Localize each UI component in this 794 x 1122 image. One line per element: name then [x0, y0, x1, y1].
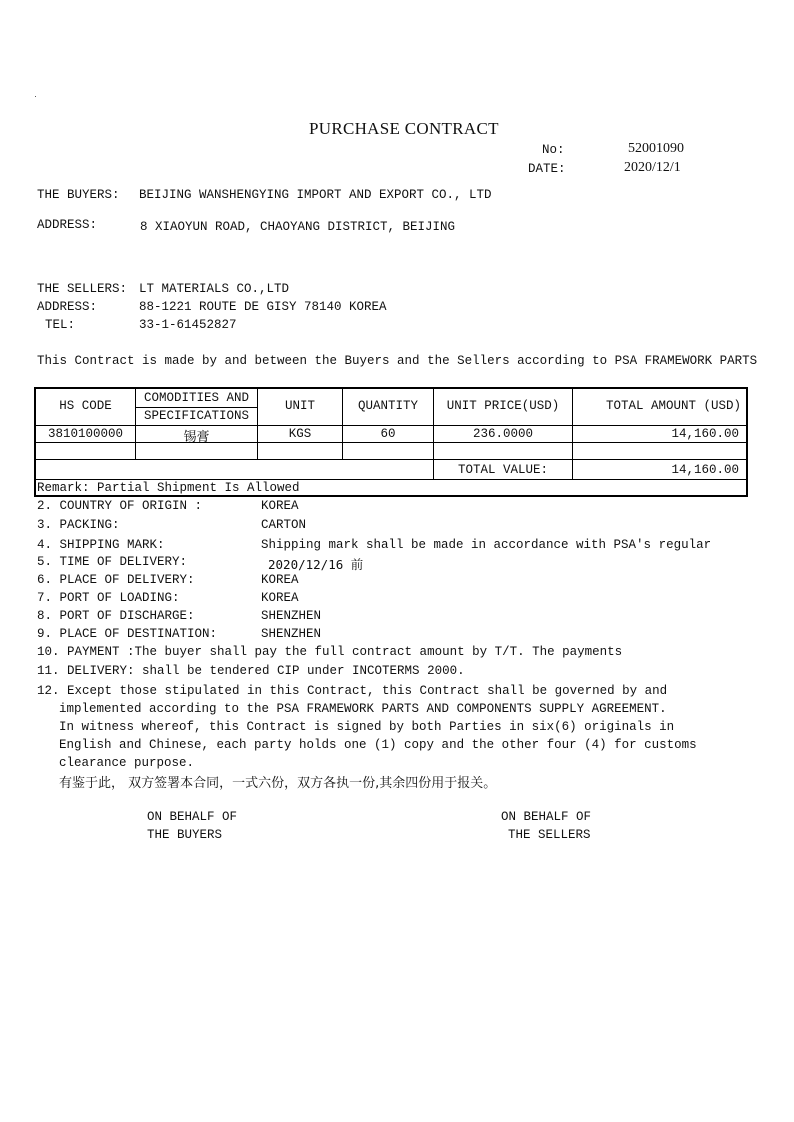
- page-title: PURCHASE CONTRACT: [309, 119, 499, 138]
- term-delivery-time-label: 5. TIME OF DELIVERY:: [37, 555, 188, 569]
- term-packing-value: CARTON: [261, 518, 307, 532]
- term-destination-label: 9. PLACE OF DESTINATION:: [37, 627, 218, 641]
- term-discharge-port-label: 8. PORT OF DISCHARGE:: [37, 609, 195, 623]
- clause-12-line2: implemented according to the PSA FRAMEWORK PARTS AND COMPONENTS SUPPLY AGREEMENT.: [59, 702, 667, 716]
- signature-buyers-line2: THE BUYERS: [147, 828, 223, 842]
- row-unit: KGS: [288, 427, 312, 441]
- signature-sellers-line2: THE SELLERS: [508, 828, 591, 842]
- term-loading-port-label: 7. PORT OF LOADING:: [37, 591, 180, 605]
- term-loading-port-value: KOREA: [261, 591, 299, 605]
- table-rule: [36, 479, 746, 480]
- header-split-rule: [136, 407, 257, 408]
- term-discharge-port-value: SHENZHEN: [261, 609, 322, 623]
- signature-sellers-line1: ON BEHALF OF: [501, 810, 592, 824]
- term-delivery-place-label: 6. PLACE OF DELIVERY:: [37, 573, 195, 587]
- buyers-name: BEIJING WANSHENGYING IMPORT AND EXPORT CO., LTD: [139, 188, 492, 202]
- sellers-tel: 33-1-61452827: [139, 318, 237, 332]
- table-rule: [36, 459, 746, 460]
- clause-12-chinese: 有鉴于此， 双方签署本合同，一式六份，双方各执一份,其余四份用于报关。: [59, 776, 497, 791]
- term-packing-label: 3. PACKING:: [37, 518, 120, 532]
- header-unit: UNIT: [284, 399, 315, 413]
- remark: Remark: Partial Shipment Is Allowed: [37, 481, 300, 495]
- sellers-label: THE SELLERS:: [37, 282, 128, 296]
- header-total-amount: TOTAL AMOUNT (USD): [605, 399, 741, 413]
- buyers-address: 8 XIAOYUN ROAD, CHAOYANG DISTRICT, BEIJING: [140, 220, 456, 234]
- total-value: 14,160.00: [671, 463, 739, 477]
- row-total-amount: 14,160.00: [671, 427, 739, 441]
- term-delivery-place-value: KOREA: [261, 573, 299, 587]
- term-shipping-mark-value: Shipping mark shall be made in accordance with PSA's regular: [261, 538, 712, 552]
- row-commodity: 锡膏: [183, 430, 210, 445]
- date-label: DATE:: [528, 162, 566, 176]
- contract-no-value: 52001090: [628, 141, 684, 156]
- row-hs-code: 3810100000: [47, 427, 123, 441]
- term-shipping-mark-label: 4. SHIPPING MARK:: [37, 538, 165, 552]
- header-commodities-line1: COMODITIES AND: [143, 391, 250, 405]
- clause-delivery: 11. DELIVERY: shall be tendered CIP under INCOTERMS 2000.: [37, 664, 465, 678]
- sellers-address: 88-1221 ROUTE DE GISY 78140 KOREA: [139, 300, 387, 314]
- clause-payment: 10. PAYMENT :The buyer shall pay the full contract amount by T/T. The payments: [37, 645, 623, 659]
- clause-12-line1: 12. Except those stipulated in this Contract, this Contract shall be governed by and: [37, 684, 668, 698]
- header-unit-price: UNIT PRICE(USD): [446, 399, 560, 413]
- header-quantity: QUANTITY: [357, 399, 418, 413]
- buyers-address-label: ADDRESS:: [37, 218, 98, 232]
- term-origin-value: KOREA: [261, 499, 299, 513]
- row-unit-price: 236.0000: [472, 427, 533, 441]
- contract-intro: This Contract is made by and between the Buyers and the Sellers according to PSA FRAMEWORK PARTS: [37, 354, 758, 368]
- term-destination-value: SHENZHEN: [261, 627, 322, 641]
- signature-buyers-line1: ON BEHALF OF: [147, 810, 238, 824]
- total-value-label: TOTAL VALUE:: [457, 463, 548, 477]
- scan-dot: [35, 96, 36, 97]
- header-commodities-line2: SPECIFICATIONS: [143, 409, 250, 423]
- clause-12-line3: In witness whereof, this Contract is signed by both Parties in six(6) originals in: [59, 720, 675, 734]
- date-value: 2020/12/1: [624, 160, 681, 175]
- term-origin-label: 2. COUNTRY OF ORIGIN :: [37, 499, 203, 513]
- row-quantity: 60: [380, 427, 396, 441]
- term-delivery-time-value: 2020/12/16 前: [268, 557, 364, 572]
- contract-no-label: No:: [542, 143, 565, 157]
- buyers-label: THE BUYERS:: [37, 188, 120, 202]
- header-hs-code: HS CODE: [59, 399, 112, 413]
- clause-12-line4: English and Chinese, each party holds one (1) copy and the other four (4) for customs: [59, 738, 697, 752]
- sellers-address-label: ADDRESS:: [37, 300, 98, 314]
- goods-table: [34, 387, 748, 497]
- clause-12-line5: clearance purpose.: [59, 756, 195, 770]
- sellers-tel-label: TEL:: [45, 318, 76, 332]
- sellers-name: LT MATERIALS CO.,LTD: [139, 282, 290, 296]
